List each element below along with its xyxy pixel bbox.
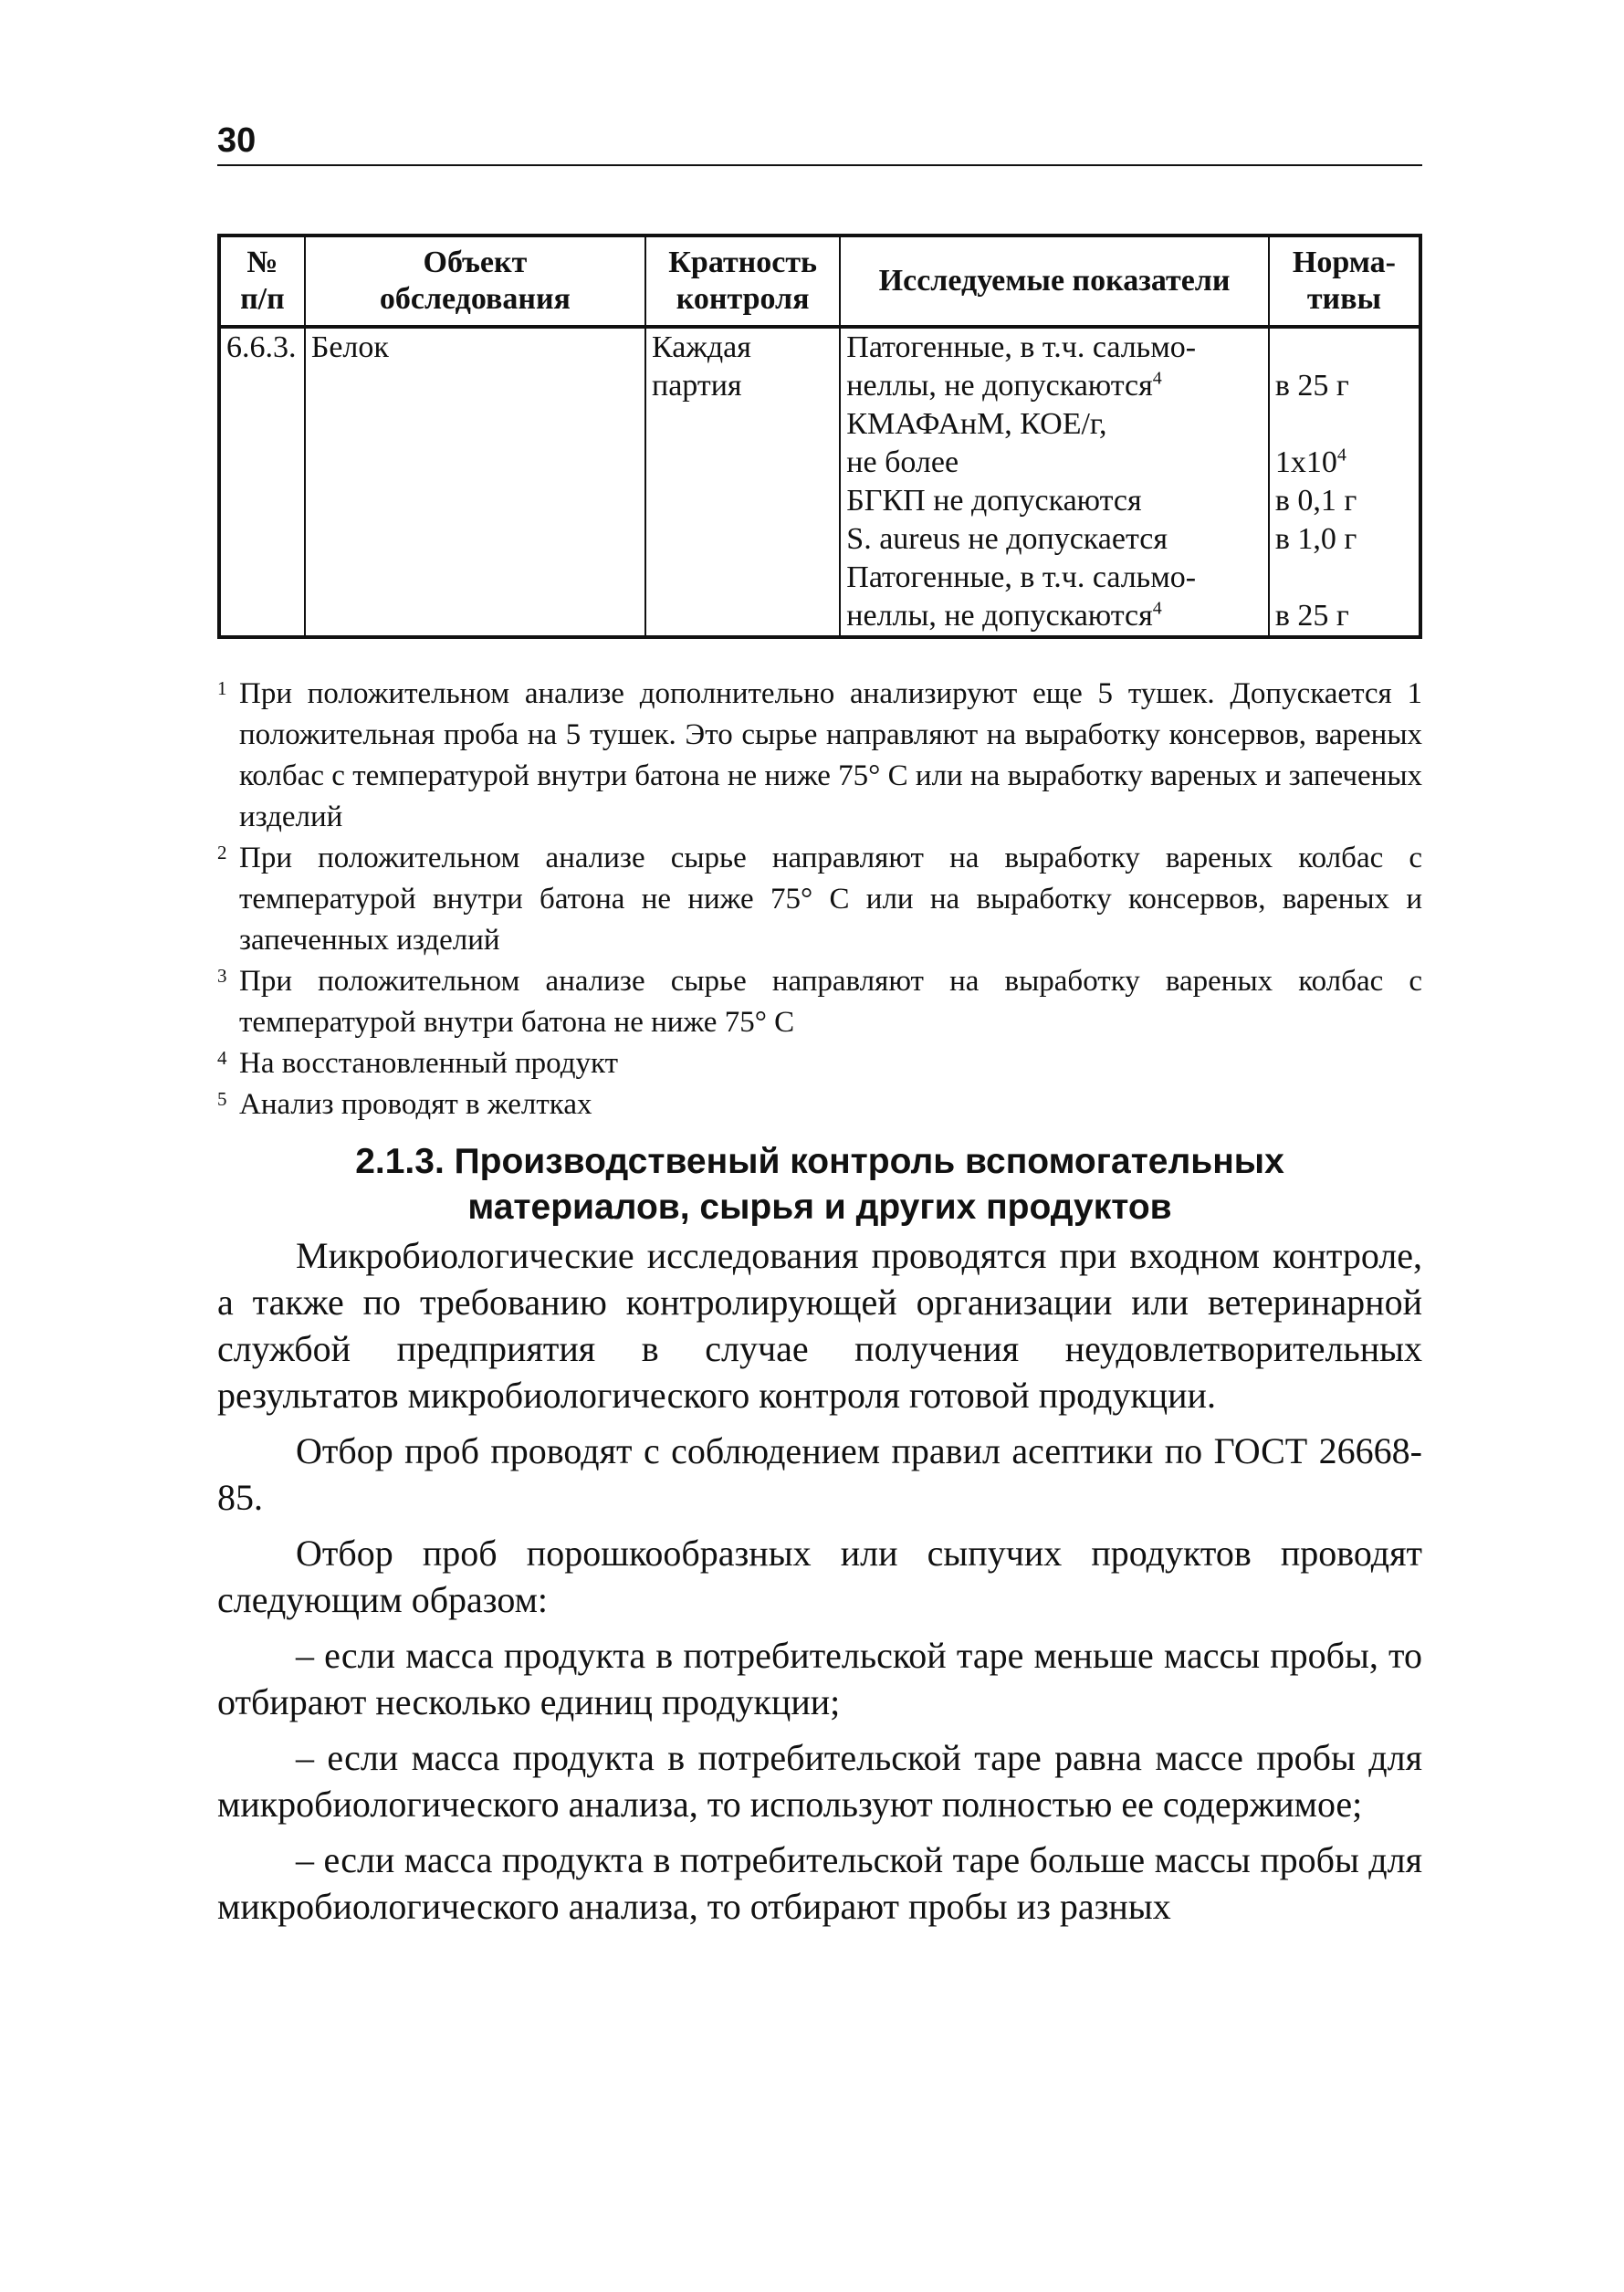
- page-number: 30: [217, 121, 257, 160]
- body-text: [217, 1232, 1422, 1939]
- paragraph: – если масса продукта в потребительской таре больше массы пробы для микробиологического анализа, то отбирают пробы из разных: [217, 1839, 1422, 1927]
- footnote-mark: 3: [217, 965, 227, 987]
- footnote-ref: 4: [1152, 598, 1162, 619]
- section-heading-line2: материалов, сырья и других продуктов: [467, 1188, 1172, 1227]
- header-norms: [1269, 235, 1420, 327]
- header-object-line1: Объект: [423, 246, 528, 279]
- footnote: [217, 1084, 1422, 1125]
- indicator-line: Патогенные, в т.ч. сальмо-: [846, 330, 1197, 364]
- footnotes: [217, 674, 1422, 1125]
- row-norms: [1269, 327, 1420, 637]
- row-indicators: [840, 327, 1269, 637]
- row-frequency-line2: партия: [652, 369, 742, 403]
- header-frequency-line2: контроля: [676, 282, 810, 316]
- norm-line: $1x10^4$: [1274, 445, 1346, 479]
- paragraph: Микробиологические исследования проводятся при входном контроле, а также по требованию контролирующей организации или ветеринарной службой предприятия в случае получения неудовлетворительных результатов микробиологического контроля готовой продукции.: [217, 1235, 1422, 1416]
- header-object-line2: обследования: [379, 282, 571, 316]
- header-frequency-line1: Кратность: [668, 246, 818, 279]
- indicator-line: БГКП не допускаются: [846, 484, 1142, 518]
- indicator-line: КМАФАнМ, КОЕ/г,: [846, 407, 1107, 441]
- header-indicators: Исследуемые показатели: [840, 235, 1269, 327]
- footnote: [217, 674, 1422, 838]
- section-heading: [217, 1139, 1422, 1230]
- footnote-text: При положительном анализе дополнительно анализируют еще 5 тушек. Допускается 1 положительная проба на 5 тушек. Это сырье направляют на выработку консервов, вареных колбас с температурой внутри батона не ниже 75° С или на выработку вареных и запеченых изделий: [239, 677, 1422, 833]
- indicator-line: неллы, не допускаются$^4$: [846, 368, 1162, 403]
- footnote-text: При положительном анализе сырье направляют на выработку вареных колбас с температурой внутри батона не ниже 75° С или на выработку консервов, вареных и запеченных изделий: [239, 842, 1422, 957]
- indicator-line: S. aureus не допускается: [846, 522, 1168, 556]
- header-num: [219, 235, 305, 327]
- norm-line: в 25 г: [1274, 599, 1349, 633]
- norm-line: в 0,1 г: [1274, 484, 1357, 518]
- footnote-mark: 1: [217, 677, 227, 699]
- indicator-line: неллы, не допускаются$^4$: [846, 598, 1162, 633]
- norm-line: [1275, 405, 1413, 444]
- paragraph: Отбор проб порошкообразных или сыпучих продуктов проводят следующим образом:: [217, 1533, 1422, 1620]
- indicator-line: Патогенные, в т.ч. сальмо-: [846, 560, 1197, 594]
- paragraph: Отбор проб проводят с соблюдением правил асептики по ГОСТ 26668-85.: [217, 1430, 1422, 1518]
- norm-line: в 25 г: [1274, 369, 1349, 403]
- footnote: [217, 838, 1422, 961]
- header-object: [305, 235, 645, 327]
- footnote-text: При положительном анализе сырье направляют на выработку вареных колбас с температурой внутри батона не ниже 75° С: [239, 965, 1422, 1039]
- footnote-mark: 5: [217, 1088, 227, 1110]
- row-frequency: [645, 327, 840, 637]
- footnote-ref: 4: [1152, 368, 1162, 389]
- header-norms-line2: тивы: [1306, 282, 1382, 316]
- row-num: 6.6.3.: [219, 327, 305, 637]
- row-object: Белок: [305, 327, 645, 637]
- footnote: [217, 961, 1422, 1043]
- footnote-mark: 4: [217, 1047, 227, 1069]
- indicator-line: не более: [846, 445, 959, 479]
- footnote-text: На восстановленный продукт: [239, 1047, 619, 1080]
- paragraph: – если масса продукта в потребительской таре равна массе пробы для микробиологического анализа, то используют полностью ее содержимое;: [217, 1737, 1422, 1825]
- header-frequency: [645, 235, 840, 327]
- table-header-row: [219, 235, 1420, 327]
- header-num-line1: №: [246, 246, 278, 279]
- table-row: [219, 327, 1420, 637]
- header-num-line2: п/п: [240, 282, 285, 316]
- control-table: [217, 234, 1422, 639]
- row-frequency-line1: Каждая: [652, 330, 751, 364]
- header-norms-line1: Норма-: [1292, 246, 1396, 279]
- footnote: [217, 1043, 1422, 1084]
- paragraph: – если масса продукта в потребительской таре меньше массы пробы, то отбирают несколько единиц продукции;: [217, 1635, 1422, 1722]
- footnote-mark: 2: [217, 842, 227, 863]
- norm-line: [1275, 329, 1413, 367]
- section-heading-line1: 2.1.3. Производственый контроль вспомогательных: [355, 1142, 1284, 1181]
- norm-line: [1275, 559, 1413, 597]
- norm-exponent: 4: [1336, 445, 1346, 466]
- norm-line: в 1,0 г: [1274, 522, 1357, 556]
- header-rule: [217, 164, 1422, 166]
- footnote-text: Анализ проводят в желтках: [239, 1088, 592, 1121]
